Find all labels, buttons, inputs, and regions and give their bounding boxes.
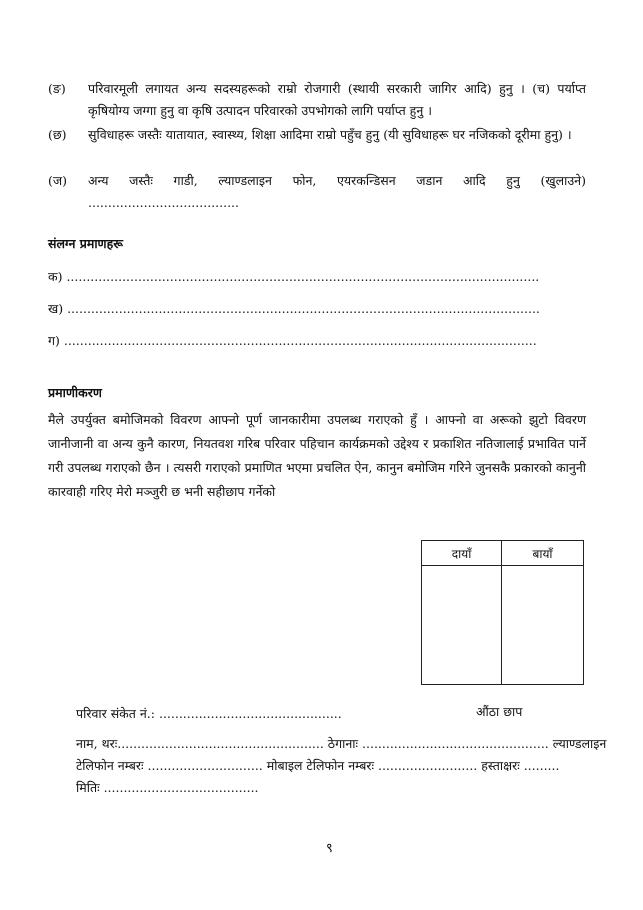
attachment-row-ga: ग) ....................................................................................................................... [48,333,537,348]
date-field: मितिः ....................................... [76,780,259,795]
name-address-line: नाम, थरः.................................................... ठेगानाः ............................................... ल्याण्डलाइन [76,736,607,751]
thumbprint-table [421,540,584,685]
thumbprint-caption: औंठा छाप [476,704,523,719]
page-number: ९ [326,841,333,856]
verification-heading: प्रमाणीकरण [48,385,102,400]
attachments-heading: संलग्न प्रमाणहरू [48,236,123,251]
list-text: अन्य जस्तैः गाडी, ल्याण्डलाइन फोन, एयरकन्डिसन जडान आदि हुनु (खुलाउने) ...................................... [88,173,586,210]
phone-signature-line: टेलिफोन नम्बरः ............................. मोबाइल टेलिफोन नम्बरः ......................... हस्ताक्षरः ......... [76,758,560,773]
list-marker: (छ) [48,127,67,142]
thumbprint-left-header: बायाँ [502,541,584,566]
list-text: सुविधाहरू जस्तैः यातायात, स्वास्थ्य, शिक्षा आदिमा राम्रो पहुँच हुनु (यी सुविधाहरू घर नजिकको दूरीमा हुनु) । [88,127,572,142]
list-marker: (ङ) [48,81,66,96]
family-code-field: परिवार संकेत नं.: .............................................. [76,706,342,721]
thumbprint-right-cell [422,566,502,685]
verification-paragraph: मैले उपर्युक्त बमोजिमको विवरण आफ्नो पूर्ण जानकारीमा उपलब्ध गराएको हुँ । आफ्नो वा अरूको झुटो विवरण जानीजानी वा अन्य कुनै कारण, नियतवश गरिब परिवार पहिचान कार्यक्रमको उद्देश्य र प्रकाशित नतिजालाई प्रभावित पार्ने गरी उपलब्ध गराएको छैन । त्यसरी गराएको प्रमाणित भएमा प्रचलित ऐन, कानुन बमोजिम गरिने जुनसकै प्रकारको कानुनी कारवाही गरिए मेरो मञ्जुरी छ भनी सहीछाप गर्नेको [48,412,586,499]
attachment-row-kha: ख) ....................................................................................................................... [48,301,540,316]
list-text: परिवारमूली लगायत अन्य सदस्यहरूको राम्रो रोजगारी (स्थायी सरकारी जागिर आदि) हुनु । (च) पर्याप्त कृषियोग्य जग्गा हुनु वा कृषि उत्पादन परिवारको उपभोगको लागि पर्याप्त हुनु । [88,81,586,118]
thumbprint-right-header: दायाँ [422,541,502,566]
attachment-row-ka: क) ....................................................................................................................... [48,269,540,284]
list-marker: (ज) [48,173,68,188]
thumbprint-left-cell [502,566,584,685]
